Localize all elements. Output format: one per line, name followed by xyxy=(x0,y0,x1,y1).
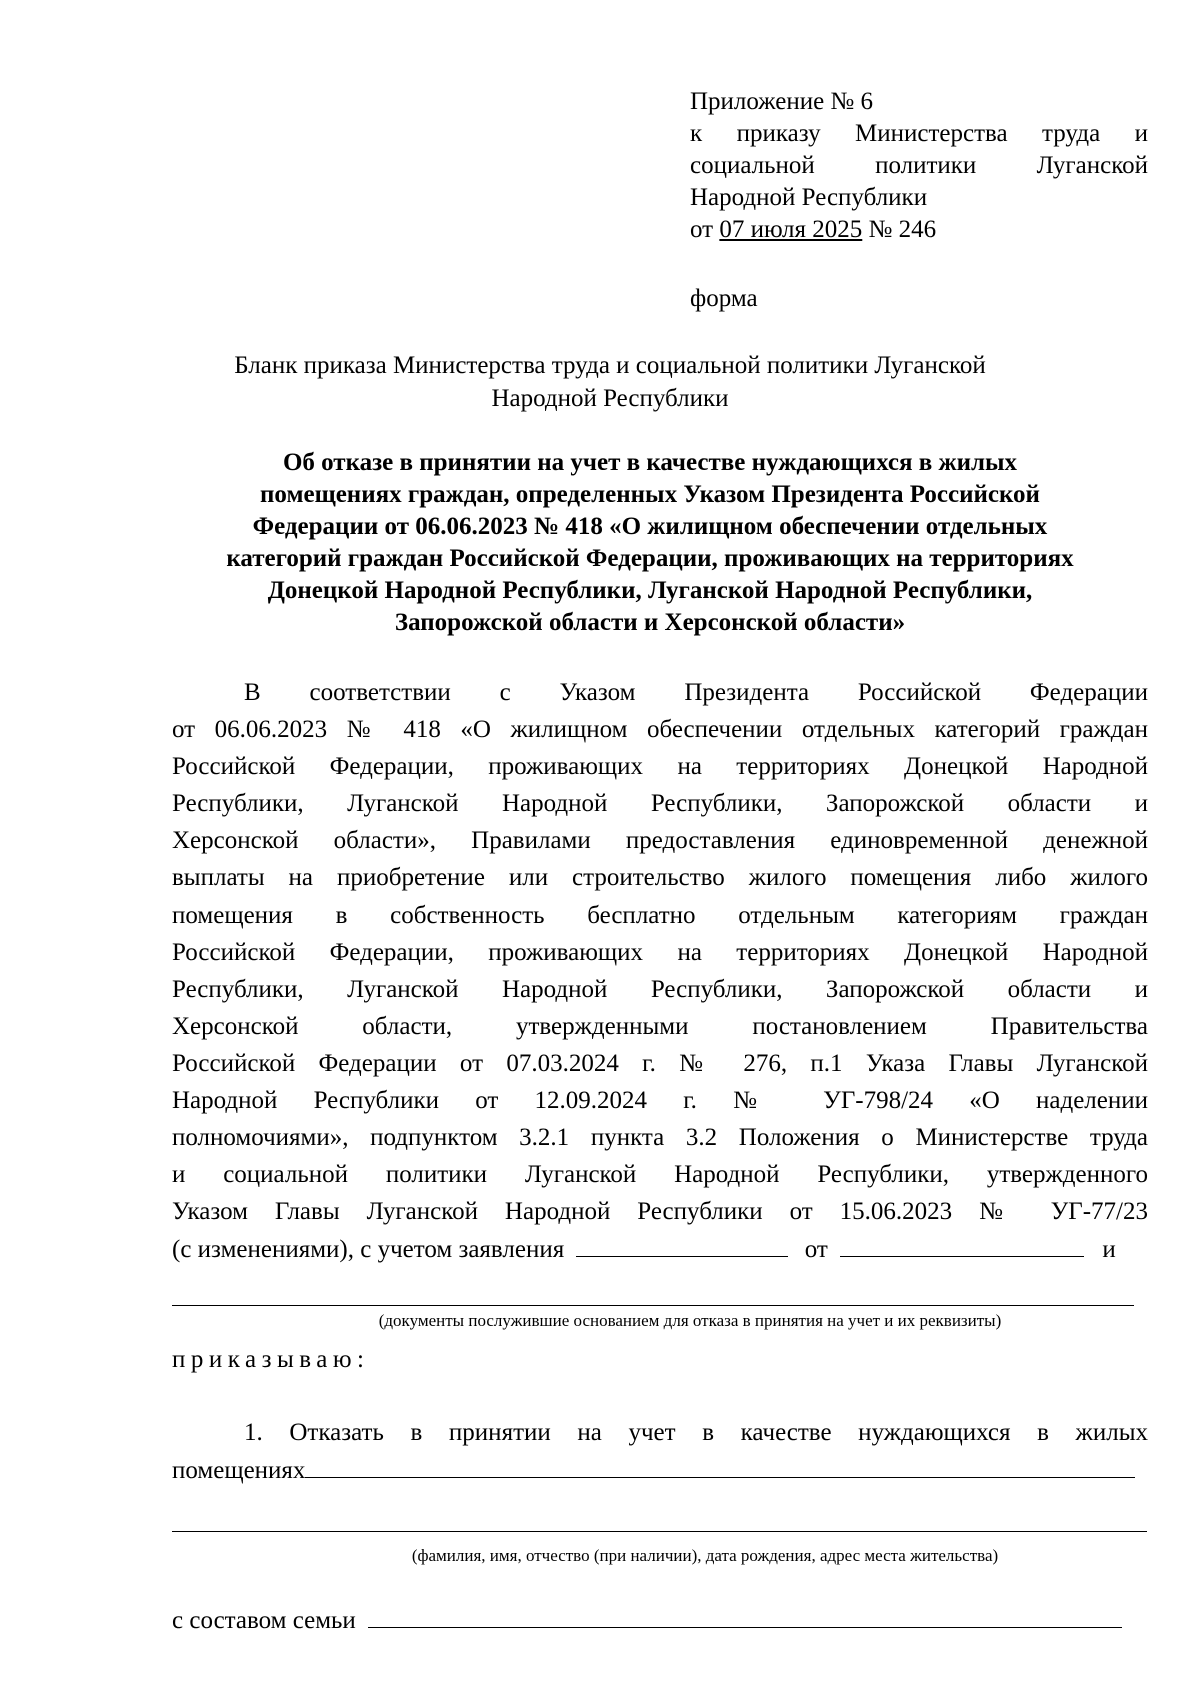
heading-line: помещениях граждан, определенных Указом Президента Российской xyxy=(260,481,1040,508)
appendix-date-line xyxy=(690,214,1148,246)
body-line: помещения в собственность бесплатно отдельным категориям граждан xyxy=(172,901,1148,929)
body-line: Российской Федерации от 07.03.2024 г. № 276, п.1 Указа Главы Луганской xyxy=(172,1049,1148,1077)
heading-line: Об отказе в принятии на учет в качестве нуждающихся в жилых xyxy=(282,449,1018,476)
body-line: от 06.06.2023 № 418 «О жилищном обеспечении отдельных категорий граждан xyxy=(172,716,1148,744)
family-label: с составом семьи xyxy=(172,1607,356,1634)
item-1-line: 1. Отказать в принятии на учет в качестве нуждающихся в жилых xyxy=(244,1419,1148,1446)
appendix-order-number: № 246 xyxy=(862,216,937,243)
appendix-order-ref: к приказу Министерства труда и xyxy=(690,120,1148,147)
body-line: выплаты на приобретение или строительство жилого помещения либо жилого xyxy=(172,864,1148,892)
body-line: Российской Федерации, проживающих на территориях Донецкой Народной xyxy=(172,938,1148,966)
documents-field-line[interactable] xyxy=(172,1305,1134,1306)
heading-line: Донецкой Народной Республики, Луганской Народной Республики, xyxy=(267,577,1033,604)
body-line: полномочиями», подпунктом 3.2.1 пункта 3.2 Положения о Министерстве труда xyxy=(172,1124,1148,1152)
document-heading xyxy=(170,447,1130,639)
documents-caption: (документы послужившие основанием для отказа в принятия на учет и их реквизиты) xyxy=(378,1311,1002,1330)
appendix-republic: Народной Республики xyxy=(690,184,928,211)
appendix-ministry: социальной политики Луганской xyxy=(690,152,1148,179)
body-line: и социальной политики Луганской Народной Республики, утвержденного xyxy=(172,1161,1148,1189)
item-1-line xyxy=(172,1451,1148,1488)
blank-title xyxy=(150,349,1070,415)
heading-line: Федерации от 06.06.2023 № 418 «О жилищном обеспечении отдельных xyxy=(252,513,1048,540)
appendix-number: Приложение № 6 xyxy=(690,88,874,115)
body-line: Российской Федерации, проживающих на территориях Донецкой Народной xyxy=(172,753,1148,781)
rooms-label: помещениях xyxy=(172,1457,306,1484)
blank-title-line: Бланк приказа Министерства труда и социальной политики Луганской xyxy=(234,352,986,379)
body-line: Указом Главы Луганской Народной Республики от 15.06.2023 № УГ-77/23 xyxy=(172,1198,1148,1226)
application-label: (с изменениями), с учетом заявления xyxy=(172,1236,565,1264)
family-field[interactable] xyxy=(368,1601,1122,1628)
body-line: Херсонской области», Правилами предоставления единовременной денежной xyxy=(172,827,1148,855)
family-line xyxy=(172,1601,1122,1638)
form-label: форма xyxy=(690,285,758,312)
appendix-date: 07 июля 2025 xyxy=(719,216,863,243)
item-1 xyxy=(172,1414,1148,1488)
person-field-line-2[interactable] xyxy=(172,1531,1147,1532)
appendix-date-prefix: от xyxy=(690,216,720,243)
body-line: Народной Республики от 12.09.2024 г. № УГ-798/24 «О наделении xyxy=(172,1087,1148,1115)
blank-title-line: Народной Республики xyxy=(491,385,729,412)
body-line: Республики, Луганской Народной Республики, Запорожской области и xyxy=(172,975,1148,1003)
preamble-paragraph xyxy=(172,674,1148,1268)
application-from-label: от xyxy=(804,1236,828,1264)
orders-word: приказываю: xyxy=(172,1346,370,1373)
body-line: Республики, Луганской Народной Республики, Запорожской области и xyxy=(172,790,1148,818)
application-and-label: и xyxy=(1102,1236,1116,1264)
application-date-field[interactable] xyxy=(840,1230,1084,1257)
body-line-application xyxy=(172,1230,1148,1267)
heading-line: категорий граждан Российской Федерации, проживающих на территориях xyxy=(226,545,1074,572)
body-line: В соответствии с Указом Президента Российской Федерации xyxy=(244,679,1148,706)
body-line: Херсонской области, утвержденными постановлением Правительства xyxy=(172,1012,1148,1040)
person-caption: (фамилия, имя, отчество (при наличии), дата рождения, адрес места жительства) xyxy=(411,1546,999,1565)
person-field[interactable] xyxy=(305,1451,1135,1478)
heading-line: Запорожской области и Херсонской области» xyxy=(394,609,906,636)
application-field[interactable] xyxy=(576,1230,788,1257)
appendix-block xyxy=(690,86,1148,246)
